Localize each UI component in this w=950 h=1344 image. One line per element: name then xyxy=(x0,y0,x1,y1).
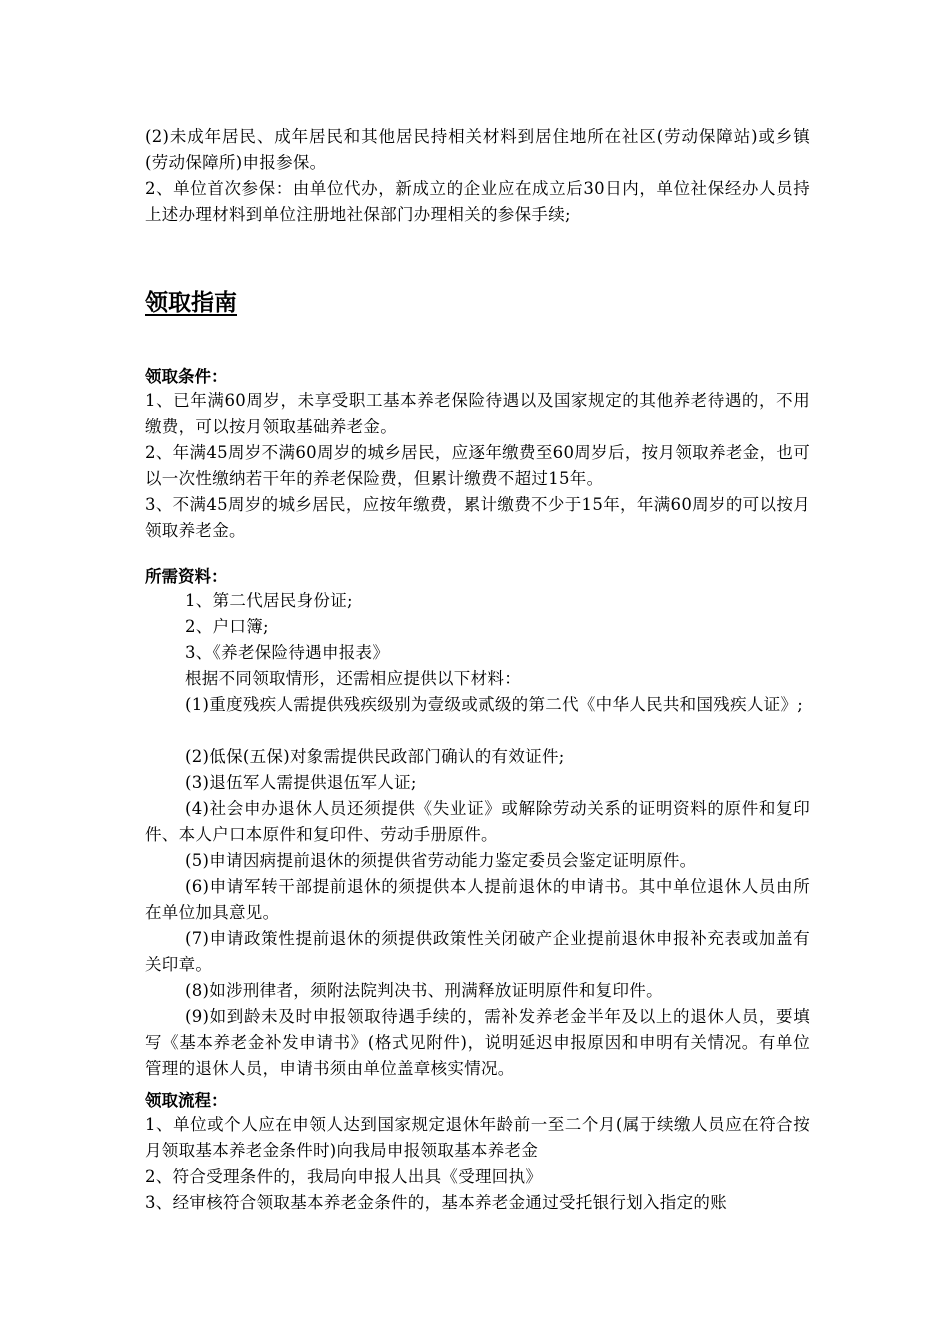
process-heading: 领取流程： xyxy=(145,1091,228,1110)
conditions-heading: 领取条件： xyxy=(145,367,228,386)
materials-item: 根据不同领取情形，还需相应提供以下材料： xyxy=(185,669,521,688)
process-item: 2、符合受理条件的，我局向申报人出具《受理回执》 xyxy=(145,1167,543,1186)
intro-paragraph-1: (2)未成年居民、成年居民和其他居民持相关材料到居住地所在社区(劳动保障站)或乡镇(劳动保障所)申报参保。 xyxy=(145,127,810,172)
materials-item: (4)社会申办退休人员还须提供《失业证》或解除劳动关系的证明资料的原件和复印件、本人户口本原件和复印件、劳动手册原件。 xyxy=(145,799,810,844)
conditions-item: 3、不满45周岁的城乡居民，应按年缴费，累计缴费不少于15年，年满60周岁的可以按月领取养老金。 xyxy=(145,495,810,540)
guide-title: 领取指南 xyxy=(145,290,237,316)
materials-item: (3)退伍军人需提供退伍军人证; xyxy=(185,773,417,792)
materials-item: 2、户口簿; xyxy=(185,617,269,636)
materials-item: (2)低保(五保)对象需提供民政部门确认的有效证件; xyxy=(185,747,565,766)
conditions-item: 1、已年满60周岁，未享受职工基本养老保险待遇以及国家规定的其他养老待遇的，不用缴费，可以按月领取基础养老金。 xyxy=(145,391,810,436)
materials-item: 3、《养老保险待遇申报表》 xyxy=(185,643,390,662)
materials-item: (7)申请政策性提前退休的须提供政策性关闭破产企业提前退休申报补充表或加盖有关印章。 xyxy=(145,929,810,974)
materials-item: (8)如涉刑律者，须附法院判决书、刑满释放证明原件和复印件。 xyxy=(185,981,663,1000)
materials-heading: 所需资料： xyxy=(145,567,228,586)
materials-item: (1)重度残疾人需提供残疾级别为壹级或贰级的第二代《中华人民共和国残疾人证》; xyxy=(185,695,804,714)
conditions-item: 2、年满45周岁不满60周岁的城乡居民，应逐年缴费至60周岁后，按月领取养老金，也可以一次性缴纳若干年的养老保险费，但累计缴费不超过15年。 xyxy=(145,443,810,488)
process-item: 3、经审核符合领取基本养老金条件的，基本养老金通过受托银行划入指定的账 xyxy=(145,1193,727,1212)
process-item: 1、单位或个人应在申领人达到国家规定退休年龄前一至二个月(属于续缴人员应在符合按月领取基本养老金条件时)向我局申报领取基本养老金 xyxy=(145,1115,810,1160)
materials-item: (6)申请军转干部提前退休的须提供本人提前退休的申请书。其中单位退休人员由所在单位加具意见。 xyxy=(145,877,810,922)
materials-item: (5)申请因病提前退休的须提供省劳动能力鉴定委员会鉴定证明原件。 xyxy=(185,851,697,870)
intro-paragraph-2: 2、单位首次参保：由单位代办，新成立的企业应在成立后30日内，单位社保经办人员持上述办理材料到单位注册地社保部门办理相关的参保手续; xyxy=(145,179,810,224)
materials-item: 1、第二代居民身份证; xyxy=(185,591,353,610)
materials-item: (9)如到龄未及时申报领取待遇手续的，需补发养老金半年及以上的退休人员，要填写《基本养老金补发申请书》(格式见附件)，说明延迟申报原因和申明有关情况。有单位管理的退休人员，申请书须由单位盖章核实情况。 xyxy=(145,1007,810,1078)
